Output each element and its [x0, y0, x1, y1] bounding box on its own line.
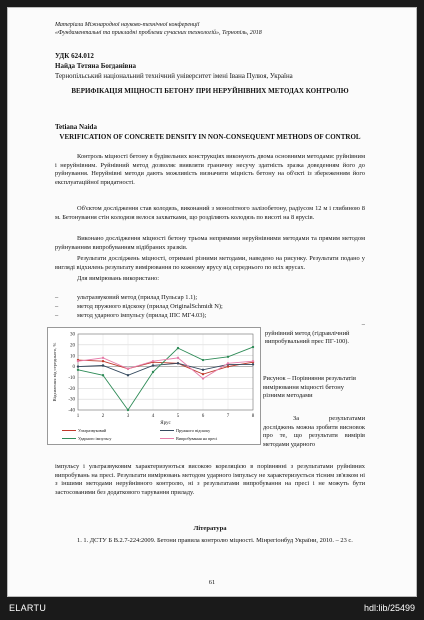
x-axis-label: Ярус [160, 421, 171, 426]
x-tick-label: 2 [101, 414, 105, 419]
series-2-point [202, 369, 204, 371]
legend-item-4 [160, 436, 217, 441]
legend-swatch-3 [62, 438, 76, 439]
header-line-2: «Фундаментальні та прикладні проблеми сучасних технологій», Тернопіль, 2018 [55, 30, 262, 36]
series-2-point [252, 363, 254, 365]
conclusion-side: За результатами досліджень можна зробити висновок про те, що результати вимірів методами ударного [263, 415, 365, 448]
reference-1: 1. 1. ДСТУ Б В.2.7-224:2009. Бетони правила контролю міцності. Мінрегіонбуд України, 2010. – 23 с. [77, 537, 353, 544]
y-tick-label: 0 [72, 365, 75, 371]
references-title: Література [193, 525, 227, 532]
chart-frame [47, 327, 261, 445]
legend-swatch-4 [160, 438, 174, 439]
paragraph-3: Виконано дослідження міцності бетону трьома непрямими неруйнівними методами та прямим методом руйнуванням випробуванням відібраних зразків. [55, 235, 365, 251]
method-4-dash: – [361, 321, 365, 328]
y-tick-label: 10 [70, 354, 75, 360]
title-en: VERIFICATION OF CONCRETE DENSITY IN NON-CONSEQUENT METHODS OF CONTROL [59, 133, 361, 141]
method-2-text: метод пружного відскоку (прилад OriginalSchmidt N); [77, 303, 223, 310]
x-tick-label: 1 [76, 414, 80, 419]
paragraph-1: Контроль міцності бетону в будівельних конструкціях виконують двома основними методами: руйнівним і неруйнівним. Руйнівний метод дозволяє виявляти граничну несучу здатність зразка доведенням його до руйнування. Неруйнівні методи дають можливість визначити міцність бетону на об'єкті із збереженням його експлуатаційної придатності. [55, 153, 365, 186]
legend-label-4: Випробування на пресі [176, 436, 218, 441]
series-line-2 [78, 363, 253, 375]
method-item-3: – метод ударного імпульсу (прилад ІПС МГ4.03); [55, 312, 207, 319]
series-line-4 [78, 358, 253, 379]
legend-item-2 [160, 428, 210, 433]
paragraph-4: Результати досліджень міцності, отримані різними методами, наведено на рисунку. Результати подано у вигляді відхилень результату вимірювання по кожному ярусу від середнього по всіх ярусах. [55, 255, 365, 271]
udk-code: УДК 624.012 [55, 52, 94, 60]
footer-repository-name: ELARTU [9, 603, 47, 613]
series-1-point [202, 373, 204, 375]
series-3-point [127, 409, 129, 411]
method-item-2: – метод пружного відскоку (прилад OriginalSchmidt N); [55, 303, 223, 310]
footer-handle: hdl:lib/25499 [363, 603, 415, 613]
series-2-point [177, 362, 179, 364]
x-tick-label: 7 [226, 414, 230, 419]
series-line-1 [78, 360, 253, 374]
reference-1-text: 1. ДСТУ Б В.2.7-224:2009. Бетони правила контролю міцності. Мінрегіонбуд України, 2010. – 23 с. [83, 537, 353, 544]
method-3-text: метод ударного імпульсу (прилад ІПС МГ4.03); [77, 312, 207, 319]
legend-item-1 [62, 428, 106, 433]
x-tick-label: 3 [126, 414, 130, 419]
method-1-text: ультразвуковий метод (прилад Пульсар 1.1); [77, 294, 198, 301]
affiliation: Тернопільський національний технічний університет імені Івана Пулюя, Україна [55, 73, 293, 80]
paragraph-2: Об'єктом дослідження став колодязь, виконаний з монолітного залізобетону, радіусом 12 м і глибиною 8 м. Бетонування стін колодязя велося захватками, що розділяють колодязь по висоті на 8 ярусів. [55, 205, 365, 221]
figure-caption: Рисунок – Порівняння результатів вимірювання міцності бетону різними методами [263, 375, 356, 400]
series-3-point [202, 359, 204, 361]
legend-label-2: Пружного відскоку [176, 428, 211, 433]
series-4-point [77, 360, 79, 362]
legend-swatch-1 [62, 430, 76, 431]
conclusion-paragraph: імпульсу і ультразвуковим характеризуються високою кореляцією в порівнянні з результатами руйнівних випробувань на пресі. Результати вимірювань методом ударного імпульсу не характеризується тісним зв'язком ні з іншими методами неруйнівного контролю, ні з результатами випробування на пресі і не можуть бути застосованими без додаткового тарування приладу. [55, 463, 365, 496]
series-3-point [77, 369, 79, 371]
y-tick-label: -30 [68, 397, 75, 403]
series-1-point [227, 365, 229, 367]
series-4-point [177, 357, 179, 359]
paper-page [7, 7, 417, 597]
header-line-1: Матеріали Міжнародної науково-технічної конференції [55, 22, 200, 28]
y-tick-label: -10 [68, 376, 75, 382]
x-tick-label: 6 [201, 414, 205, 419]
y-tick-label: -40 [68, 408, 75, 414]
series-4-point [152, 360, 154, 362]
series-2-point [77, 365, 79, 367]
legend-item-3 [62, 436, 111, 441]
series-3-point [102, 374, 104, 376]
method-item-1: – ультразвуковий метод (прилад Пульсар 1.1); [55, 294, 198, 301]
series-4-point [102, 357, 104, 359]
conference-header [55, 21, 365, 37]
plot-area [78, 334, 253, 410]
series-1-point [102, 360, 104, 362]
author-ua: Найда Тетяна Богданівна [55, 62, 136, 70]
x-tick-label: 4 [151, 414, 155, 419]
x-tick-label: 5 [176, 414, 180, 419]
page-number: 61 [208, 579, 216, 586]
legend-label-3: Ударного імпульсу [78, 436, 112, 441]
method-4-text: руйнівний метод (гідравлічний випробувальний прес ПГ-100). [265, 329, 350, 346]
series-line-3 [78, 347, 253, 410]
y-tick-label: 30 [70, 332, 75, 338]
author-en: Tetiana Naida [55, 123, 97, 131]
method-item-4 [265, 321, 365, 347]
y-tick-label: 20 [70, 343, 75, 349]
series-2-point [102, 364, 104, 366]
series-3-point [177, 347, 179, 349]
series-2-point [127, 374, 129, 376]
series-3-point [227, 356, 229, 358]
legend-swatch-2 [160, 430, 174, 431]
series-4-point [127, 368, 129, 370]
legend-label-1: Ультразвуковий [78, 428, 107, 433]
series-4-point [202, 377, 204, 379]
series-2-point [152, 364, 154, 366]
series-3-point [152, 371, 154, 373]
series-3-point [252, 346, 254, 348]
title-ua: ВЕРИФІКАЦІЯ МІЦНОСТІ БЕТОНУ ПРИ НЕРУЙНІВНИХ МЕТОДАХ КОНТРОЛЮ [71, 87, 349, 95]
paragraph-5: Для вимірювань використано: [77, 275, 159, 282]
y-axis-label: Відхилення від середнього, % [52, 342, 57, 402]
y-tick-label: -20 [68, 386, 75, 392]
x-tick-label: 8 [251, 414, 255, 419]
series-4-point [227, 362, 229, 364]
series-4-point [252, 360, 254, 362]
line-chart [48, 328, 260, 426]
